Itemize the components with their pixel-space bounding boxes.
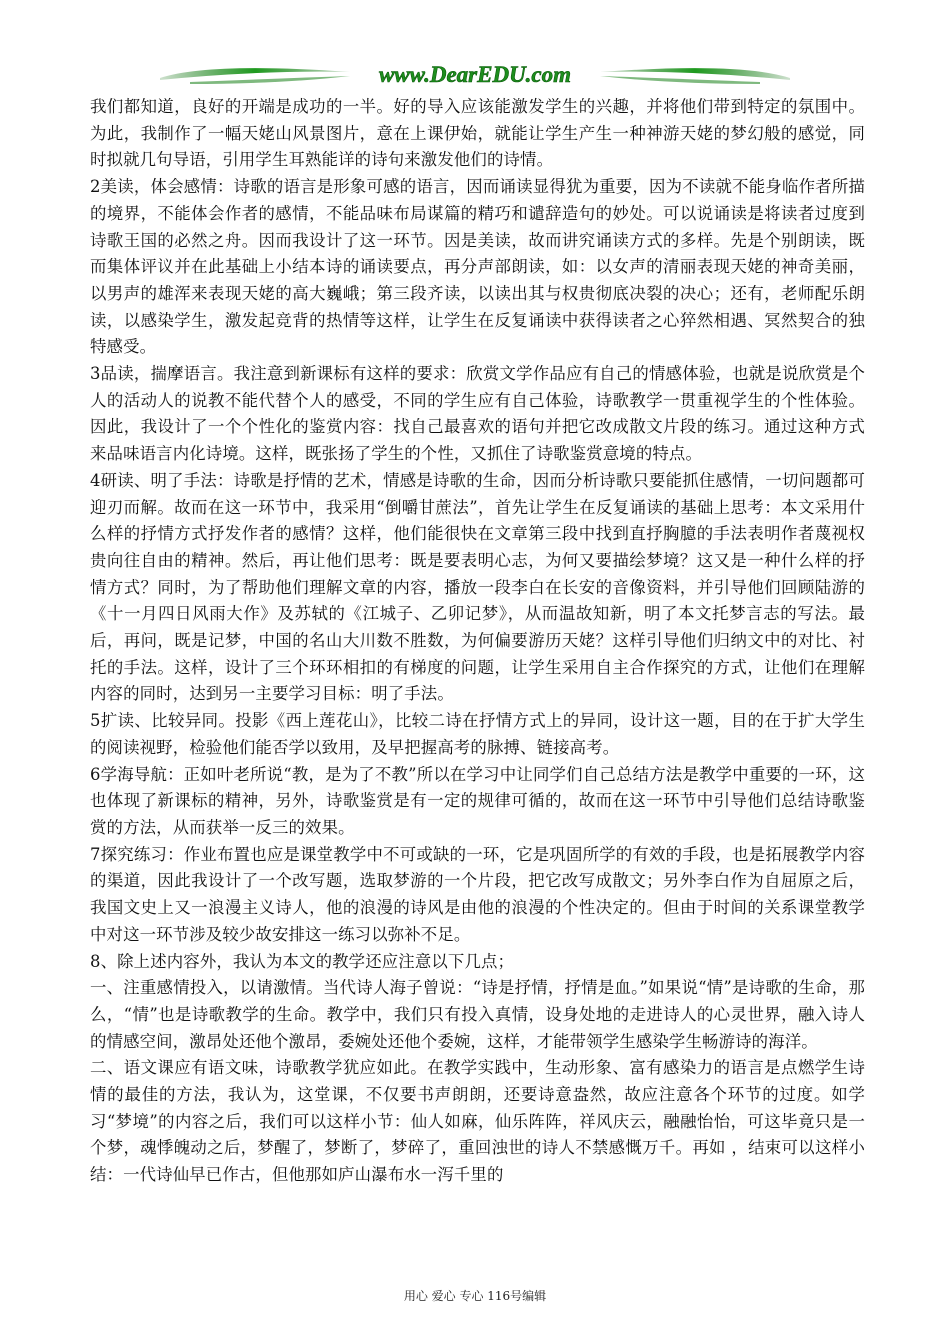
page-footer: 用心 爱心 专心 116号编辑 (403, 1289, 547, 1303)
paragraph-step-7: 7探究练习：作业布置也应是课堂教学中不可或缺的一环，它是巩固所学的有效的手段，也是拓展教学内容的渠道，因此我设计了一个改写题，选取梦游的一个片段，把它改写成散文；另外李白作为自屈原之后，我国文史上又一浪漫主义诗人，他的浪漫的诗风是由他的浪漫的个性决定的。但由于时间的关系课堂教学中对这一环节涉及较少故安排这一练习以弥补不足。 (90, 844, 865, 944)
paragraph-intro: 我们都知道，良好的开端是成功的一半。好的导入应该能激发学生的兴趣，并将他们带到特定的氛围中。为此，我制作了一幅天姥山风景图片，意在上课伊始，就能让学生产生一种神游天姥的梦幻般的感觉，同时拟就几句导语，引用学生耳熟能详的诗句来激发他们的诗情。 (90, 97, 865, 170)
header-swoosh-graphic (150, 58, 800, 92)
left-swoosh-underline (190, 76, 350, 84)
paragraph-point-2: 二、语文课应有语文味，诗歌教学犹应如此。在教学实践中，生动形象、富有感染力的语言是点燃学生诗情的最佳的方法，我认为，这堂课，不仅要书声朗朗，还要诗意盎然，故应注意各个环节的过度。如学习“梦境”的内容之后，我们可以这样小节：仙人如麻，仙乐阵阵，祥风庆云，融融怡怡，可这毕竟只是一个梦，魂悸魄动之后，梦醒了，梦断了，梦碎了，重回浊世的诗人不禁感慨万千。再如 ，结束可以这样小结：一代诗仙早已作古，但他那如庐山瀑布水一泻千里的 (90, 1058, 865, 1185)
paragraph-step-3: 3品读，揣摩语言。我注意到新课标有这样的要求：欣赏文学作品应有自己的情感体验，也就是说欣赏是个人的活动人的说教不能代替个人的感受，不同的学生应有自己体验，诗歌教学一贯重视学生的个性体验。因此，我设计了一个个性化的鉴赏内容：找自己最喜欢的语句并把它改成散文片段的练习。通过这种方式来品味语言内化诗境。这样，既张扬了学生的个性，又抓住了诗歌鉴赏意境的特点。 (90, 364, 865, 464)
site-header-banner (150, 58, 800, 92)
site-url-logo: www.DearEDU.com (378, 62, 572, 87)
document-body (90, 94, 865, 1189)
right-swoosh-underline (600, 76, 760, 84)
paragraph-step-2: 2美读，体会感情：诗歌的语言是形象可感的语言，因而诵读显得犹为重要，因为不读就不能身临作者所描的境界，不能体会作者的感情，不能品味布局谋篇的精巧和谴辞造句的妙处。可以说诵读是将读者过度到诗歌王国的必然之舟。因而我设计了这一环节。因是美读，故而讲究诵读方式的多样。先是个别朗读，既而集体评议并在此基础上小结本诗的诵读要点，再分声部朗读，如：以女声的清丽表现天姥的神奇美丽，以男声的雄浑来表现天姥的高大巍峨；第三段齐读，以读出其与权贵彻底决裂的决心；还有，老师配乐朗读，以感染学生，激发起竞背的热情等这样，让学生在反复诵读中获得读者之心猝然相遇、冥然契合的独特感受。 (90, 177, 865, 357)
paragraph-step-6: 6学海导航：正如叶老所说“教，是为了不教”所以在学习中让同学们自己总结方法是教学中重要的一环，这也体现了新课标的精神，另外，诗歌鉴赏是有一定的规律可循的，故而在这一环节中引导他们总结诗歌鉴赏的方法，从而获举一反三的效果。 (90, 764, 865, 837)
paragraph-step-5: 5扩读、比较异同。投影《西上莲花山》，比较二诗在抒情方式上的异同，设计这一题，目的在于扩大学生的阅读视野，检验他们能否学以致用，及早把握高考的脉搏、链接高考。 (90, 711, 865, 757)
paragraph-step-8: 8、除上述内容外，我认为本文的教学还应注意以下几点； (90, 951, 515, 971)
paragraph-step-4: 4研读、明了手法：诗歌是抒情的艺术，情感是诗歌的生命，因而分析诗歌只要能抓住感情，一切问题都可迎刃而解。故而在这一环节中，我采用“倒嚼甘蔗法”，首先让学生在反复诵读的基础上思考：本文采用什么样的抒情方式抒发作者的感情？这样，他们能很快在文章第三段中找到直抒胸臆的手法表明作者蔑视权贵向往自由的精神。然后，再让他们思考：既是要表明心志，为何又要描绘梦境？这又是一种什么样的抒情方式？同时，为了帮助他们理解文章的内容，播放一段李白在长安的音像资料，并引导他们回顾陆游的《十一月四日风雨大作》及苏轼的《江城子、乙卯记梦》，从而温故知新，明了本文托梦言志的写法。最后，再问，既是记梦，中国的名山大川数不胜数，为何偏要游历天姥？这样引导他们归纳文中的对比、衬托的手法。这样，设计了三个环环相扣的有梯度的问题，让学生采用自主合作探究的方式，让他们在理解内容的同时，达到另一主要学习目标：明了手法。 (90, 470, 865, 704)
paragraph-point-1: 一、注重感情投入，以请激情。当代诗人海子曾说：“诗是抒情，抒情是血。”如果说“情”是诗歌的生命，那么，“情”也是诗歌教学的生命。教学中，我们只有投入真情，设身处地的走进诗人的心灵世界，融入诗人的情感空间，激昂处还他个激昂，委婉处还他个委婉，这样，才能带领学生感染学生畅游诗的海洋。 (90, 978, 865, 1051)
